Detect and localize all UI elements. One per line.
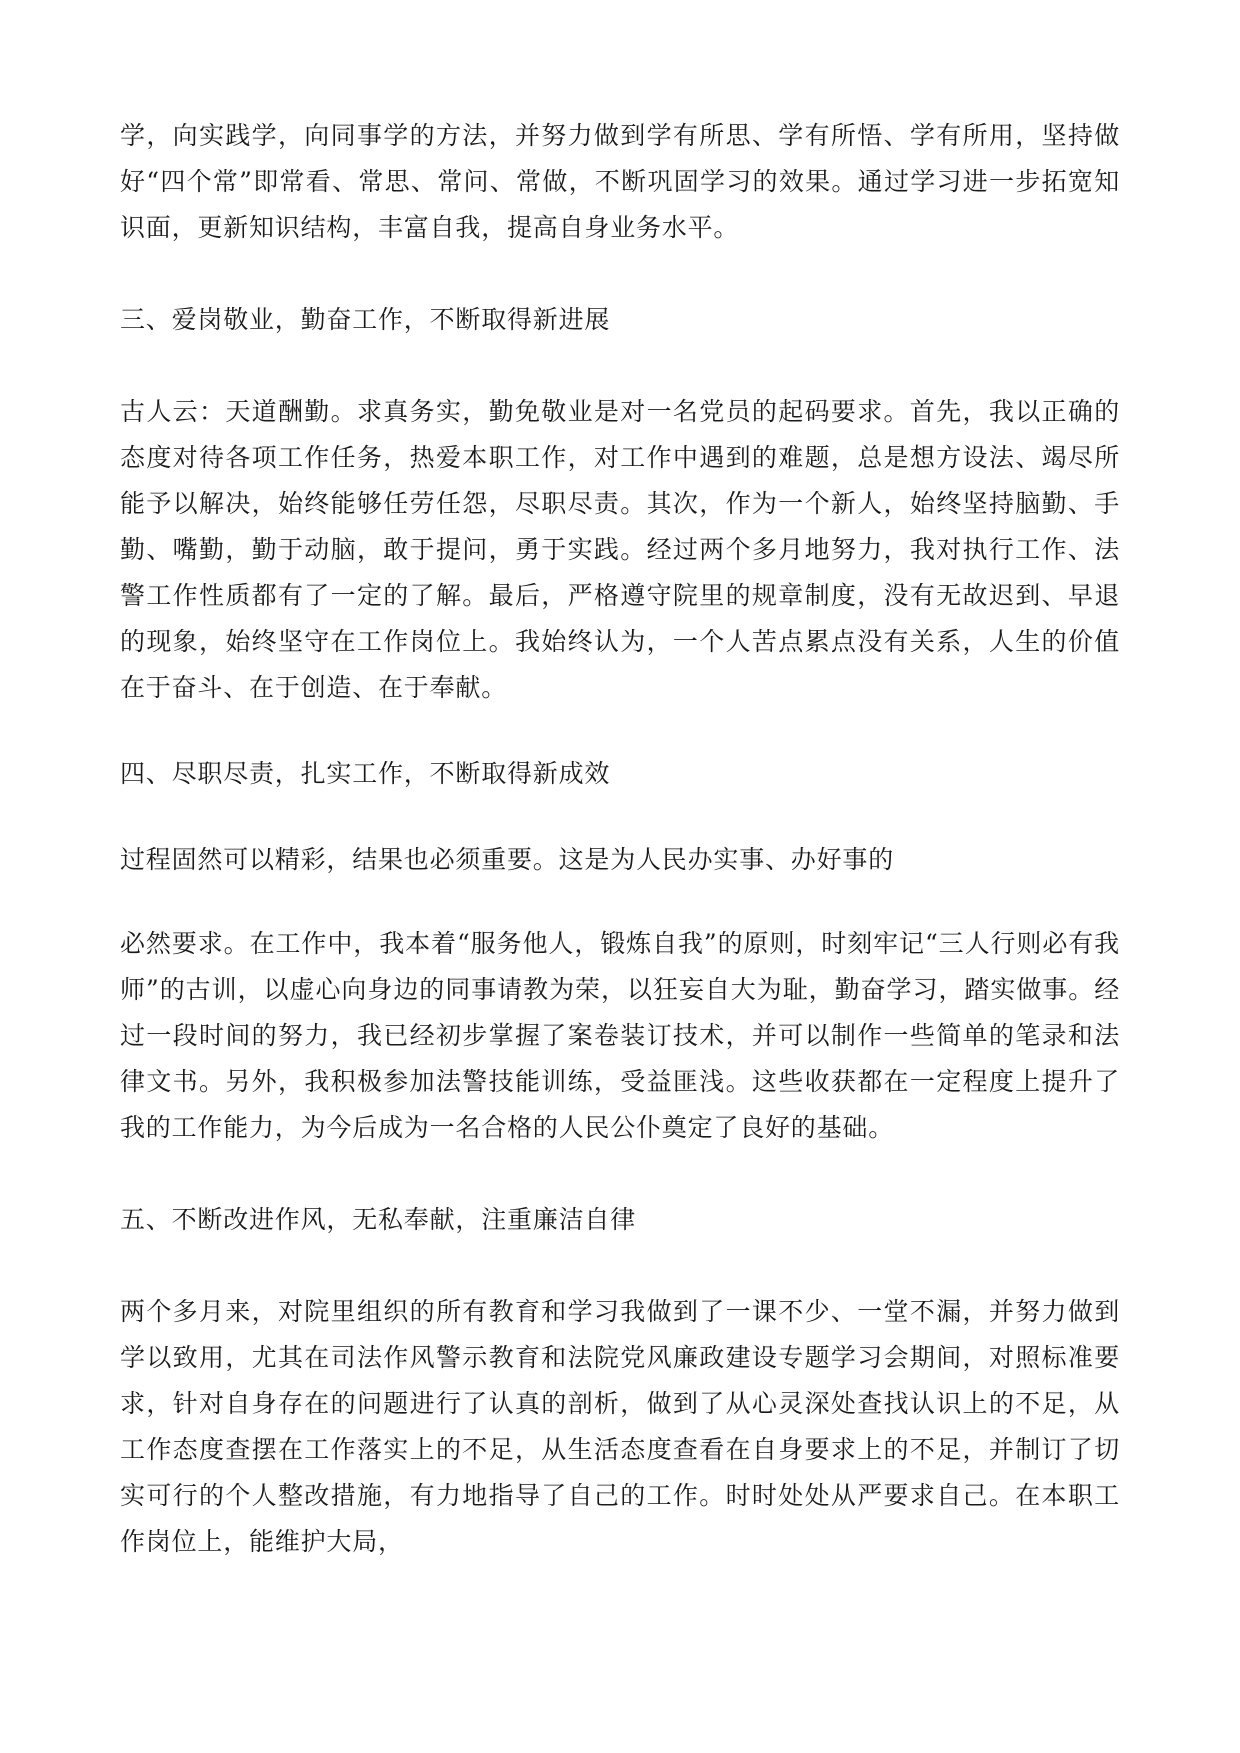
document-page	[120, 113, 1120, 1713]
heading-section-five: 五、不断改进作风，无私奉献，注重廉洁自律	[120, 1205, 637, 1234]
paragraph-process-result: 过程固然可以精彩，结果也必须重要。这是为人民办实事、办好事的	[120, 845, 895, 874]
heading-section-four: 四、尽职尽责，扎实工作，不断取得新成效	[120, 759, 611, 788]
paragraph-study-method: 学，向实践学，向同事学的方法，并努力做到学有所思、学有所悟、学有所用，坚持做好“四个常”即常看、常思、常问、常做，不断巩固学习的效果。通过学习进一步拓宽知识面，更新知识结构，丰富自我，提高自身业务水平。	[120, 121, 1120, 242]
paragraph-self-discipline: 两个多月来，对院里组织的所有教育和学习我做到了一课不少、一堂不漏，并努力做到学以致用，尤其在司法作风警示教育和法院党风廉政建设专题学习会期间，对照标准要求，针对自身存在的问题进行了认真的剖析，做到了从心灵深处查找认识上的不足，从工作态度查摆在工作落实上的不足，从生活态度查看在自身要求上的不足，并制订了切实可行的个人整改措施，有力地指导了自己的工作。时时处处从严要求自己。在本职工作岗位上，能维护大局，	[120, 1297, 1120, 1556]
heading-section-three: 三、爱岗敬业，勤奋工作，不断取得新进展	[120, 305, 611, 334]
paragraph-work-attitude: 必然要求。在工作中，我本着“服务他人，锻炼自我”的原则，时刻牢记“三人行则必有我师”的古训，以虚心向身边的同事请教为荣，以狂妄自大为耻，勤奋学习，踏实做事。经过一段时间的努力，我已经初步掌握了案卷装订技术，并可以制作一些简单的笔录和法律文书。另外，我积极参加法警技能训练，受益匪浅。这些收获都在一定程度上提升了我的工作能力，为今后成为一名合格的人民公仆奠定了良好的基础。	[120, 929, 1120, 1142]
paragraph-diligence: 古人云：天道酬勤。求真务实，勤免敬业是对一名党员的起码要求。首先，我以正确的态度对待各项工作任务，热爱本职工作，对工作中遇到的难题，总是想方设法、竭尽所能予以解决，始终能够任劳任怨，尽职尽责。其次，作为一个新人，始终坚持脑勤、手勤、嘴勤，勤于动脑，敢于提问，勇于实践。经过两个多月地努力，我对执行工作、法警工作性质都有了一定的了解。最后，严格遵守院里的规章制度，没有无故迟到、早退的现象，始终坚守在工作岗位上。我始终认为，一个人苦点累点没有关系，人生的价值在于奋斗、在于创造、在于奉献。	[120, 397, 1120, 702]
